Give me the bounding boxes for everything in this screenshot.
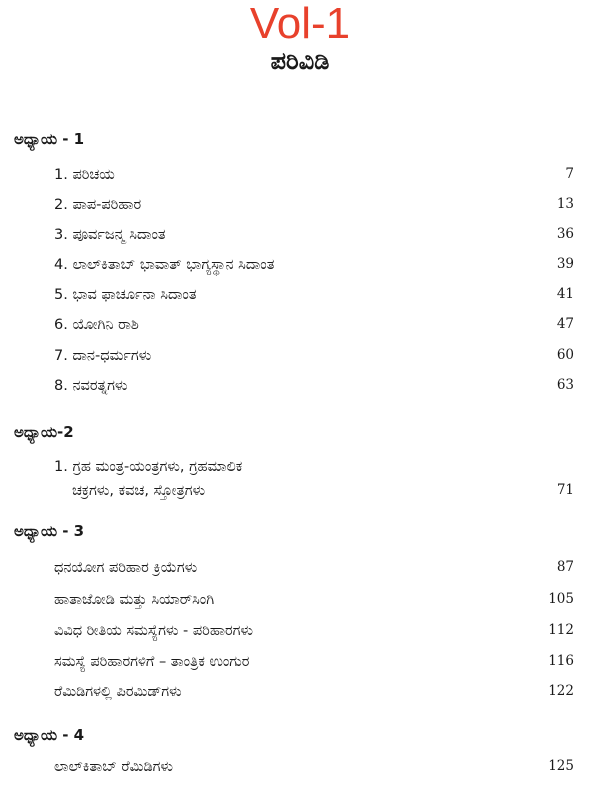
toc-entry-page: 36 (556, 226, 574, 242)
page-title: ಪರಿವಿಡಿ (270, 47, 330, 75)
toc-entry-page: 39 (556, 256, 574, 272)
toc-entry-page: 122 (548, 683, 574, 699)
toc-entry-title: ಸಮಸ್ಯೆ ಪರಿಹಾರಗಳಿಗೆ – ತಾಂತ್ರಿಕ ಉಂಗುರ (54, 654, 250, 670)
toc-entry-page: 13 (556, 196, 574, 212)
toc-entry-title: 4. ಲಾಲ್‌ಕಿತಾಬ್ ಭಾವಾತ್ ಭಾಗ್ಯಸ್ಥಾನ ಸಿದಾಂತ (54, 257, 275, 273)
toc-entry-title-continued: ಚಕ್ರಗಳು, ಕವಚ, ಸ್ತೋತ್ರಗಳು (72, 483, 206, 499)
toc-entry-title: ರೆಮಿಡಿಗಳಲ್ಲಿ ಪಿರಮಿಡ್‌ಗಳು (54, 684, 182, 700)
toc-entry-page: 71 (556, 482, 574, 498)
toc-entry-title: 5. ಭಾವ ಫಾರ್ಚೂನಾ ಸಿದಾಂತ (54, 287, 197, 303)
toc-entry-page: 47 (556, 316, 574, 332)
chapter-heading: ಅಧ್ಯಾಯ - 1 (14, 130, 85, 148)
chapter-heading: ಅಧ್ಯಾಯ-2 (14, 423, 74, 441)
toc-entry-title: 6. ಯೋಗಿನಿ ರಾಶಿ (54, 317, 139, 333)
toc-entry-page: 105 (548, 591, 574, 607)
toc-entry-title: ಧನಯೋಗ ಪರಿಹಾರ ಕ್ರಿಯೆಗಳು (54, 560, 198, 576)
toc-entry-title: ವಿವಿಧ ರೀತಿಯ ಸಮಸ್ಯೆಗಳು - ಪರಿಹಾರಗಳು (54, 623, 254, 639)
toc-entry-title: 1. ಗ್ರಹ ಮಂತ್ರ-ಯಂತ್ರಗಳು, ಗ್ರಹಮಾಲಿಕ (54, 459, 243, 475)
toc-entry-page: 60 (556, 347, 574, 363)
volume-label: Vol-1 (249, 0, 351, 48)
toc-entry-page: 63 (556, 377, 574, 393)
toc-entry-page: 116 (548, 653, 574, 669)
chapter-heading: ಅಧ್ಯಾಯ - 4 (14, 726, 85, 744)
toc-entry-title: ಹಾತಾಜೋಡಿ ಮತ್ತು ಸಿಯಾರ್‌ಸಿಂಗಿ (54, 592, 215, 608)
toc-entry-page: 112 (548, 622, 574, 638)
toc-entry-title: ಲಾಲ್‌ಕಿತಾಬ್ ರೆಮಿಡಿಗಳು (54, 759, 173, 775)
toc-entry-title: 3. ಪೂರ್ವಜನ್ಮ ಸಿದಾಂತ (54, 227, 166, 243)
toc-entry-title: 2. ಪಾಪ-ಪರಿಹಾರ (54, 197, 142, 213)
toc-entry-title: 7. ದಾನ-ಧರ್ಮಗಳು (54, 348, 152, 364)
toc-entry-page: 87 (556, 559, 574, 575)
toc-entry-title: 8. ನವರತ್ನಗಳು (54, 378, 128, 394)
toc-entry-page: 7 (565, 166, 574, 182)
toc-entry-title: 1. ಪರಿಚಯ (54, 167, 115, 183)
toc-entry-page: 41 (556, 286, 574, 302)
chapter-heading: ಅಧ್ಯಾಯ - 3 (14, 522, 85, 540)
toc-entry-page: 125 (548, 758, 574, 774)
